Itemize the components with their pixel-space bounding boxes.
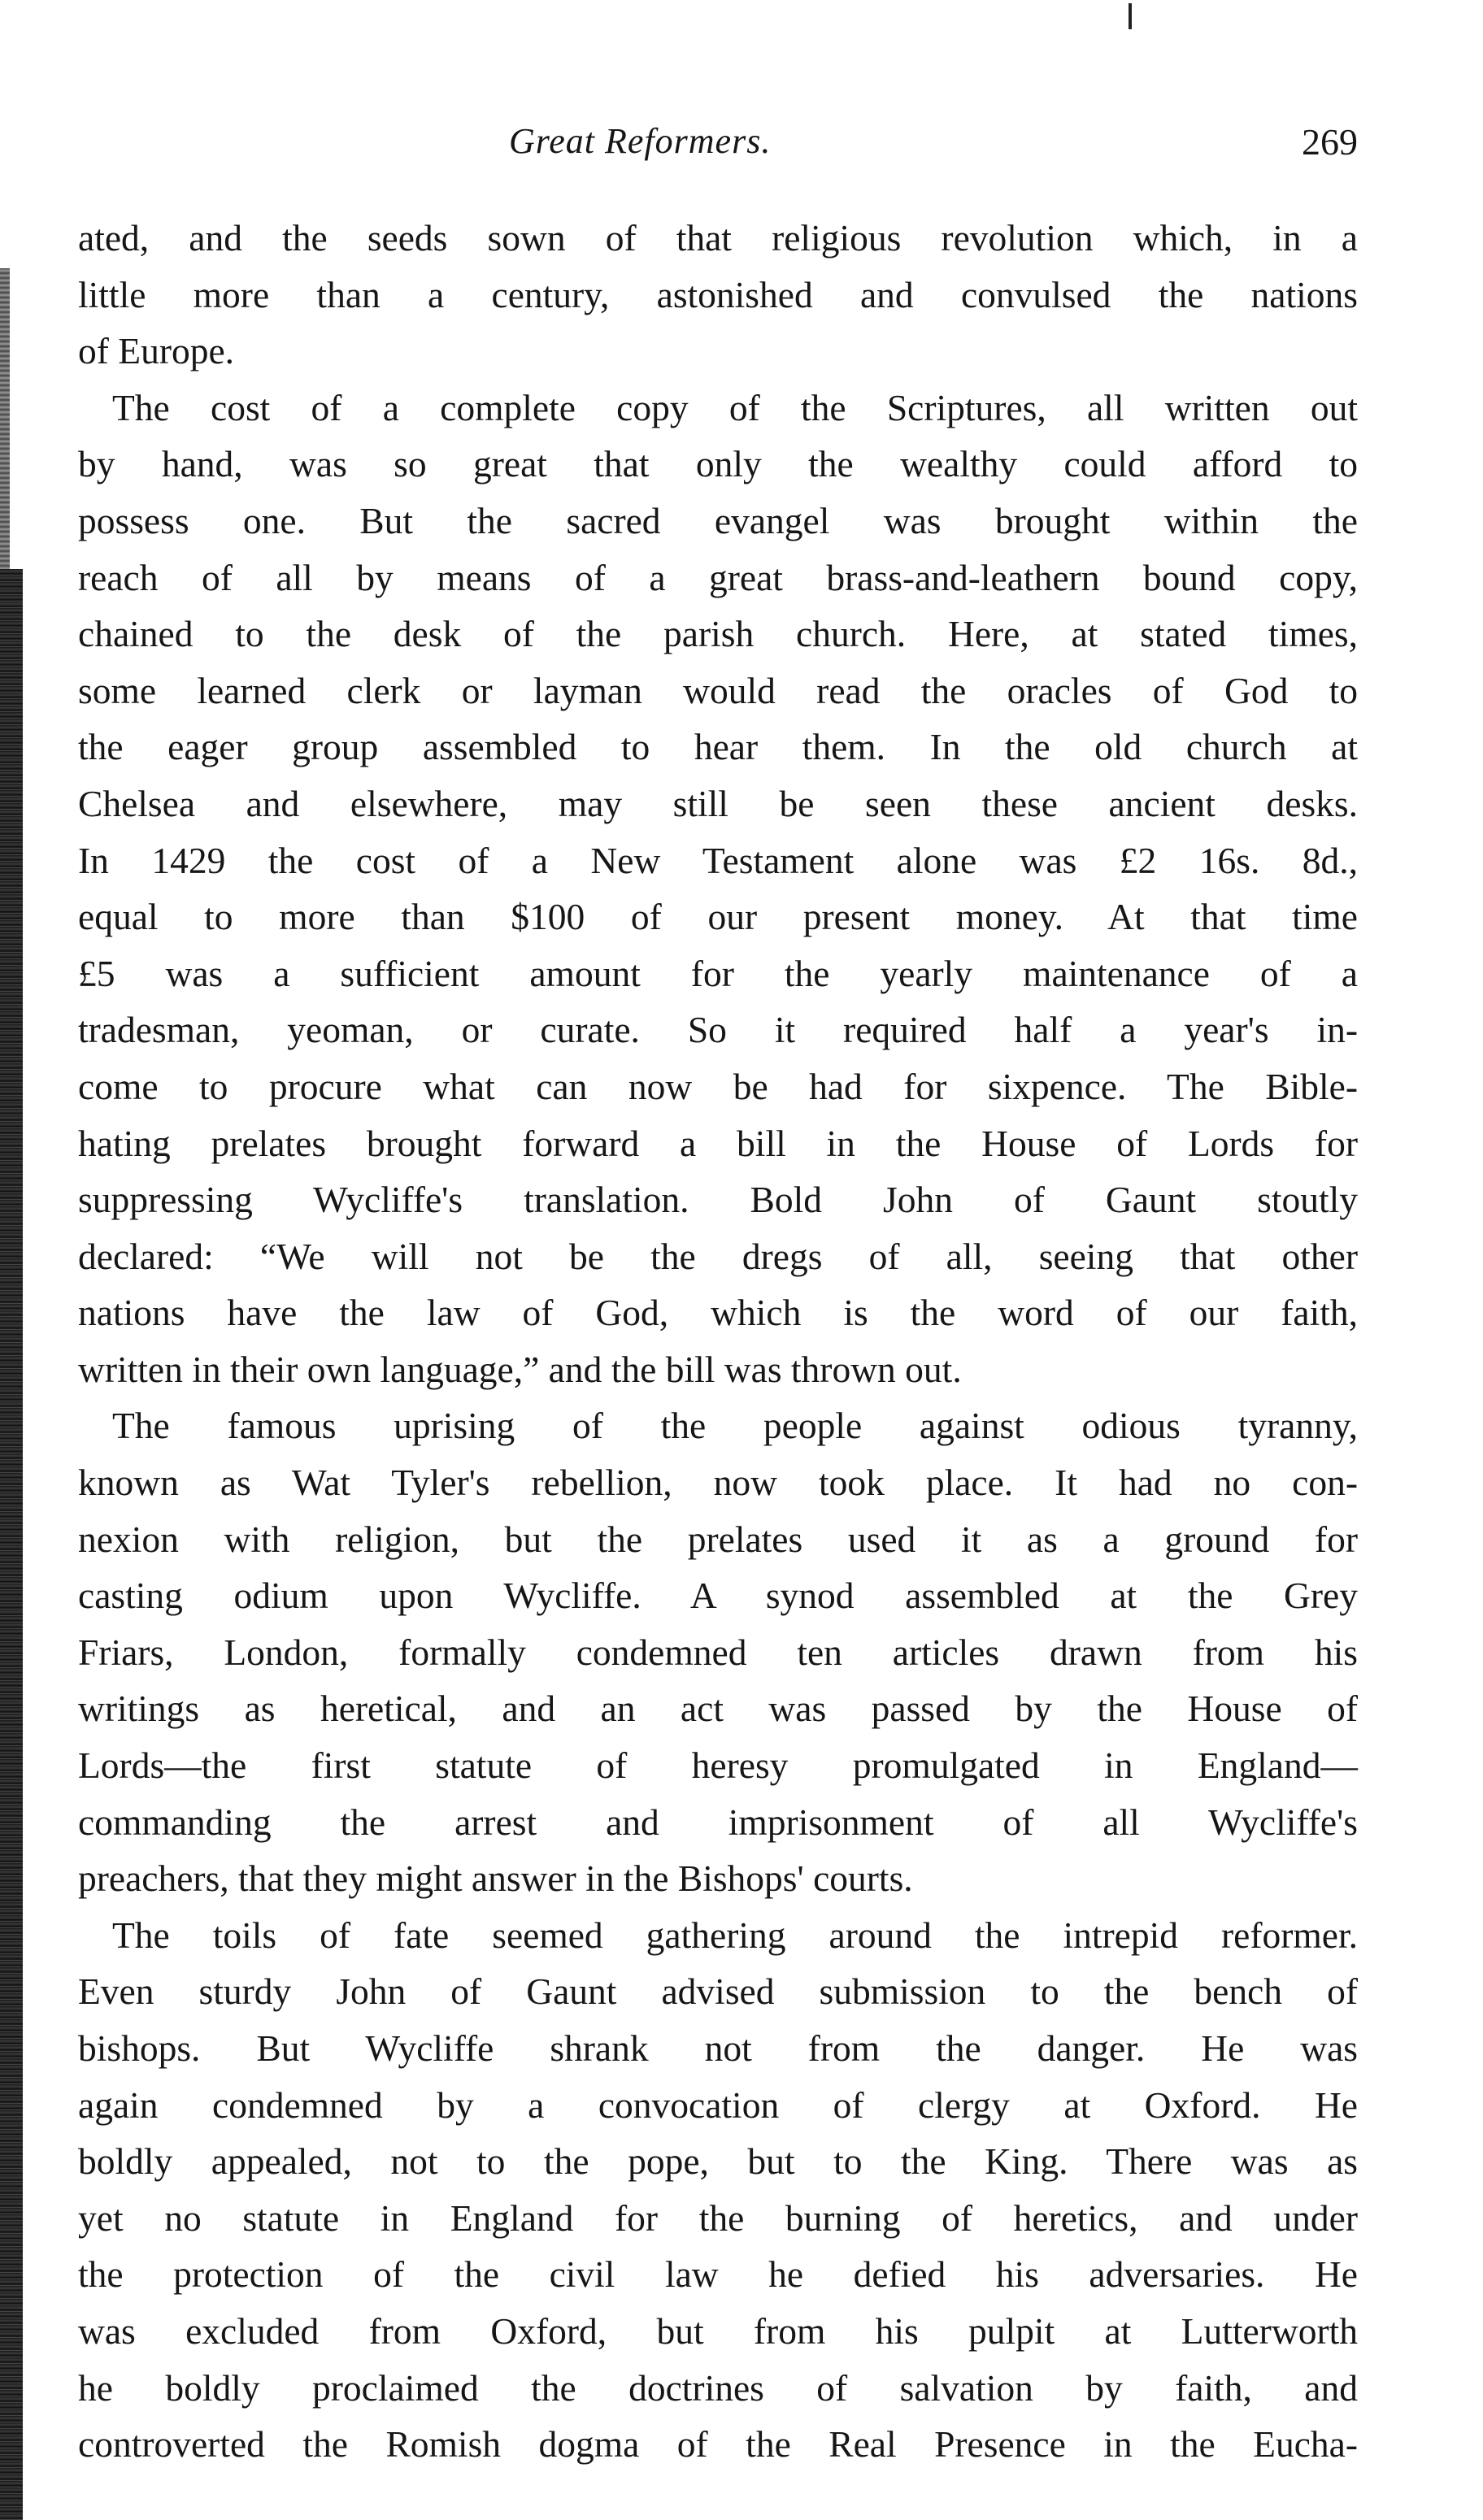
text-line: casting odium upon Wycliffe. A synod assembled at the Grey	[78, 1575, 1358, 1617]
text-line: again condemned by a convocation of clergy at Oxford. He	[78, 2083, 1358, 2126]
text-line: equal to more than $100 of our present money. At that time	[78, 896, 1358, 938]
body-text	[78, 210, 1358, 2473]
text-line: by hand, was so great that only the wealthy could afford to	[78, 443, 1358, 485]
text-line: the eager group assembled to hear them. In the old church at	[78, 726, 1358, 768]
text-line: ated, and the seeds sown of that religious revolution which, in a	[78, 217, 1358, 259]
text-line: controverted the Romish dogma of the Real Presence in the Eucha-	[78, 2423, 1358, 2466]
text-line: Friars, London, formally condemned ten articles drawn from his	[78, 1631, 1358, 1673]
text-line: Lords—the first statute of heresy promulgated in England—	[78, 1744, 1358, 1787]
text-line: commanding the arrest and imprisonment of all Wycliffe's	[78, 1801, 1358, 1843]
text-line: known as Wat Tyler's rebellion, now took place. It had no con-	[78, 1462, 1358, 1504]
text-line: Chelsea and elsewhere, may still be seen these ancient desks.	[78, 782, 1358, 824]
text-line: The cost of a complete copy of the Scriptures, all written out	[112, 386, 1358, 428]
scan-speck	[1129, 3, 1132, 29]
text-line: possess one. But the sacred evangel was brought within the	[78, 499, 1358, 541]
text-line: was excluded from Oxford, but from his pulpit at Lutterworth	[78, 2309, 1358, 2352]
running-header	[78, 120, 1358, 169]
text-line: writings as heretical, and an act was passed by the House of	[78, 1688, 1358, 1730]
text-line: suppressing Wycliffe's translation. Bold John of Gaunt stoutly	[78, 1179, 1358, 1221]
text-line: written in their own language,” and the bill was thrown out.	[78, 1348, 962, 1390]
text-line: reach of all by means of a great brass-and-leathern bound copy,	[78, 556, 1358, 598]
text-line: bishops. But Wycliffe shrank not from the danger. He was	[78, 2027, 1358, 2069]
text-line: of Europe.	[78, 330, 235, 372]
text-line: declared: “We will not be the dregs of all, seeing that other	[78, 1235, 1358, 1277]
running-title: Great Reformers.	[509, 121, 772, 161]
text-line: hating prelates brought forward a bill in the House of Lords for	[78, 1122, 1358, 1164]
text-line: preachers, that they might answer in the Bishops' courts.	[78, 1857, 913, 1900]
text-line: tradesman, yeoman, or curate. So it required half a year's in-	[78, 1009, 1358, 1051]
text-line: nexion with religion, but the prelates used it as a ground for	[78, 1518, 1358, 1560]
text-line: In 1429 the cost of a New Testament alone was £2 16s. 8d.,	[78, 839, 1358, 881]
paragraph	[78, 210, 1358, 380]
text-line: boldly appealed, not to the pope, but to the King. There was as	[78, 2140, 1358, 2183]
text-line: come to procure what can now be had for sixpence. The Bible-	[78, 1065, 1358, 1107]
text-line: yet no statute in England for the burning of heretics, and under	[78, 2196, 1358, 2239]
text-line: The toils of fate seemed gathering around the intrepid reformer.	[112, 1914, 1358, 1956]
text-line: he boldly proclaimed the doctrines of salvation by faith, and	[78, 2366, 1358, 2409]
text-line: the protection of the civil law he defied his adversaries. He	[78, 2253, 1358, 2296]
paragraph	[78, 380, 1358, 1398]
paragraph	[78, 1397, 1358, 1906]
text-line: The famous uprising of the people against odious tyranny,	[112, 1405, 1358, 1447]
text-line: £5 was a sufficient amount for the yearly maintenance of a	[78, 952, 1358, 994]
text-line: nations have the law of God, which is the word of our faith,	[78, 1292, 1358, 1334]
text-line: little more than a century, astonished and convulsed the nations	[78, 273, 1358, 315]
page-number: 269	[1302, 121, 1358, 163]
text-line: chained to the desk of the parish church. Here, at stated times,	[78, 613, 1358, 655]
page-edge-shadow	[0, 268, 10, 569]
text-line: some learned clerk or layman would read the oracles of God to	[78, 669, 1358, 711]
paragraph	[78, 1907, 1358, 2473]
text-line: Even sturdy John of Gaunt advised submission to the bench of	[78, 1970, 1358, 2013]
binding-spine-edge	[0, 569, 23, 2520]
